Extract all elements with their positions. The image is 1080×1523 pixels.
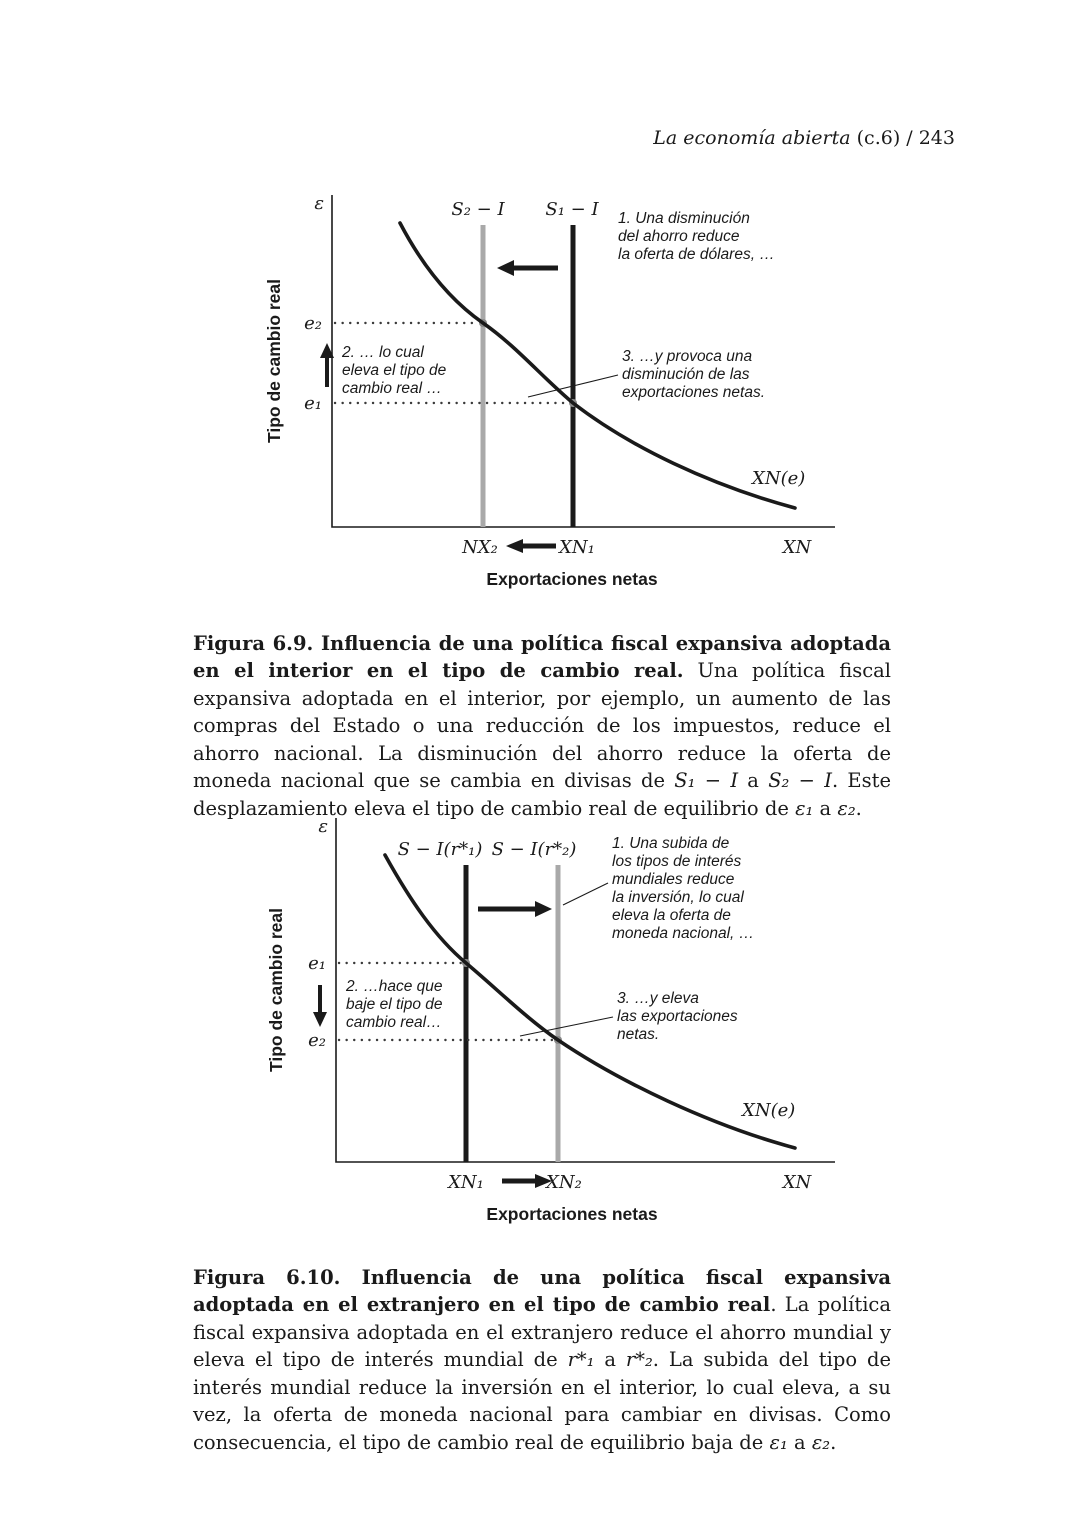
fig2-note1-line: los tipos de interés — [612, 853, 742, 870]
caption-math: ε₁ — [795, 796, 814, 820]
caption-text: a — [787, 1430, 812, 1454]
fig2-note1-line: mundiales reduce — [612, 871, 735, 888]
caption-math: ε₂ — [837, 796, 856, 820]
fig1-y-axis-title: Tipo de cambio real — [264, 278, 284, 444]
fig1-x-shift-arrow-head-icon — [506, 539, 523, 553]
fig1-note1-line: 1. Una disminución — [618, 210, 750, 227]
figure-6-10-caption-lead: Figura 6.10. Influencia de una política fiscal expansiva adoptada en el extranjero en el tipo de cambio real — [193, 1265, 891, 1316]
fig2-note1-line: 1. Una subida de — [612, 835, 730, 852]
fig2-note2-line: baje el tipo de — [346, 996, 443, 1013]
figure-6-10-caption — [193, 1264, 891, 1457]
fig2-note3-line: netas. — [617, 1026, 660, 1043]
fig2-e2-label: e₂ — [308, 1030, 326, 1051]
fig2-xn-axis-label: XN — [782, 1172, 812, 1193]
fig2-note3-line: 3. …y eleva — [617, 990, 699, 1007]
fig2-down-arrow-head-icon — [313, 1012, 327, 1027]
caption-text: . — [830, 1430, 837, 1454]
caption-math: r*₂ — [625, 1348, 653, 1371]
caption-math: S₂ − I — [768, 769, 832, 792]
fig2-y-axis-title: Tipo de cambio real — [266, 907, 286, 1073]
fig2-note1-line: eleva la oferta de — [612, 907, 731, 924]
fig1-note3-line: 3. …y provoca una — [622, 348, 753, 365]
caption-text: . La política fiscal expansiva adoptada en el extranjero reduce el ahorro mundial y eleva el tipo de interés mundial de — [193, 1293, 891, 1371]
page-header — [653, 127, 955, 149]
fig2-note1-line: moneda nacional, … — [612, 925, 755, 942]
fig1-shift-arrow-head-icon — [497, 260, 514, 276]
figure-6-10-diagram — [250, 805, 860, 1230]
fig2-s-minus-i-r2-label: S − I(r*₂) — [491, 839, 577, 860]
fig2-xn2-label: XN₂ — [546, 1172, 582, 1193]
fig2-s-minus-i-r1-label: S − I(r*₁) — [397, 839, 483, 860]
caption-math: r*₁ — [567, 1348, 595, 1371]
fig1-note2-line: cambio real … — [342, 380, 442, 397]
fig1-epsilon-axis-label: ε — [314, 193, 324, 214]
fig1-s1-minus-i-label: S₁ − I — [545, 199, 599, 220]
caption-math: S₁ − I — [674, 769, 739, 792]
fig2-x-axis-title: Exportaciones netas — [486, 1204, 658, 1224]
page-header-number: (c.6) / 243 — [850, 127, 955, 149]
caption-text: . Este desplazamiento eleva el tipo de cambio real de equilibrio de — [193, 769, 892, 820]
caption-text: . — [855, 796, 862, 820]
caption-text: . La subida del tipo de interés mundial reduce la inversión en el interior, lo cual eleva, a su vez, la oferta de moneda nacional para cambiar en divisas. Como consecuencia, el tipo de cambio real de equilibrio baja de — [193, 1348, 891, 1454]
fig2-xn1-label: XN₁ — [448, 1172, 484, 1193]
fig1-note3-line: exportaciones netas. — [622, 384, 766, 401]
figure-6-9-diagram — [250, 185, 860, 595]
fig1-xn1-label: XN₁ — [559, 537, 595, 558]
caption-text: a — [594, 1348, 626, 1371]
fig1-note1-line: la oferta de dólares, … — [618, 246, 775, 263]
fig2-note2-line: 2. …hace que — [346, 978, 443, 995]
caption-math: ε₂ — [811, 1430, 831, 1454]
fig2-shift-arrow-head-icon — [535, 901, 552, 917]
fig2-note1-leader-line — [563, 883, 608, 905]
fig1-e2-label: e₂ — [304, 313, 322, 334]
fig1-s2-minus-i-label: S₂ − I — [451, 199, 505, 220]
fig2-epsilon-axis-label: ε — [318, 816, 328, 837]
fig1-xn-axis-label: XN — [782, 537, 812, 558]
fig1-note2-line: 2. … lo cual — [342, 344, 424, 361]
caption-math: ε₁ — [769, 1430, 788, 1454]
fig1-note1-line: del ahorro reduce — [618, 228, 740, 245]
fig2-note1-line: la inversión, lo cual — [612, 889, 744, 906]
fig2-e1-label: e₁ — [308, 953, 326, 974]
caption-text: a — [738, 769, 769, 792]
caption-text: a — [813, 796, 838, 820]
figure-6-9-caption-lead: Figura 6.9. Influencia de una política fiscal expansiva adoptada en el interior en el tipo de cambio real. — [193, 631, 891, 682]
page-header-title: La economía abierta — [653, 127, 851, 149]
fig2-xn-curve-label: XN(e) — [742, 1100, 796, 1121]
fig1-e1-label: e₁ — [304, 393, 322, 414]
fig1-xn-curve-label: XN(e) — [752, 468, 806, 489]
fig2-note2-line: cambio real… — [346, 1014, 442, 1031]
fig1-nx2-label: NX₂ — [462, 537, 498, 558]
fig1-note2-line: eleva el tipo de — [342, 362, 447, 379]
figure-6-9-caption — [193, 630, 891, 823]
fig1-note3-line: disminución de las — [622, 366, 750, 383]
fig1-x-axis-title: Exportaciones netas — [486, 569, 658, 589]
fig2-note3-line: las exportaciones — [617, 1008, 738, 1025]
caption-text: Una política fiscal expansiva adoptada en el interior, por ejemplo, un aumento de las compras del Estado o una reducción de los impuestos, reduce el ahorro nacional. La disminución del ahorro reduce la oferta de moneda nacional que se cambia en divisas de — [193, 659, 891, 792]
